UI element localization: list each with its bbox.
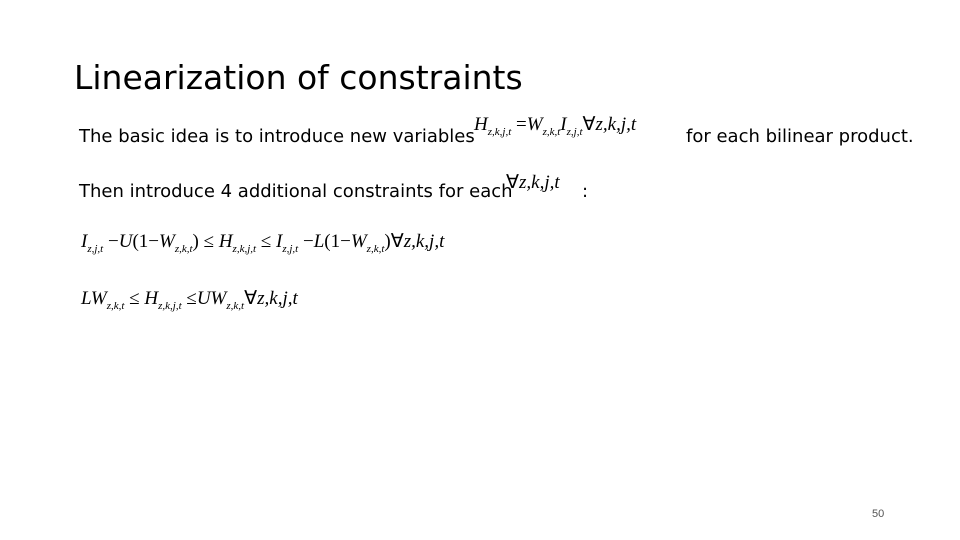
bilinear-text: for each bilinear product. (686, 126, 914, 147)
page-number: 50 (872, 508, 885, 520)
constraint-equation-1: $I_{z,j,t} -U(1-W_{z,k,t}) \le H_{z,k,j,t} \le I_{z,j,t}$ $-L(1-W_{z,k,t})\forall z,k,j,t$ (81, 231, 445, 255)
quantifier-expression: ∀z,k,j,t (506, 172, 560, 193)
constraints-intro-text: Then introduce 4 additional constraints for each (79, 181, 513, 202)
colon-text: : (582, 181, 589, 202)
slide-title: Linearization of constraints (74, 58, 523, 97)
constraint-equation-2: $LW_{z,k,t} \le H_{z,k,j,t}$ $\le UW_{z,k,t}\forall z,k,j,t$ (81, 288, 298, 312)
new-variable-definition: $H_{z,k,j,t}$ $=W_{z,k,t}I_{z,j,t}\forall z,k,j,t$ (474, 114, 637, 138)
intro-text: The basic idea is to introduce new variables (79, 126, 475, 147)
